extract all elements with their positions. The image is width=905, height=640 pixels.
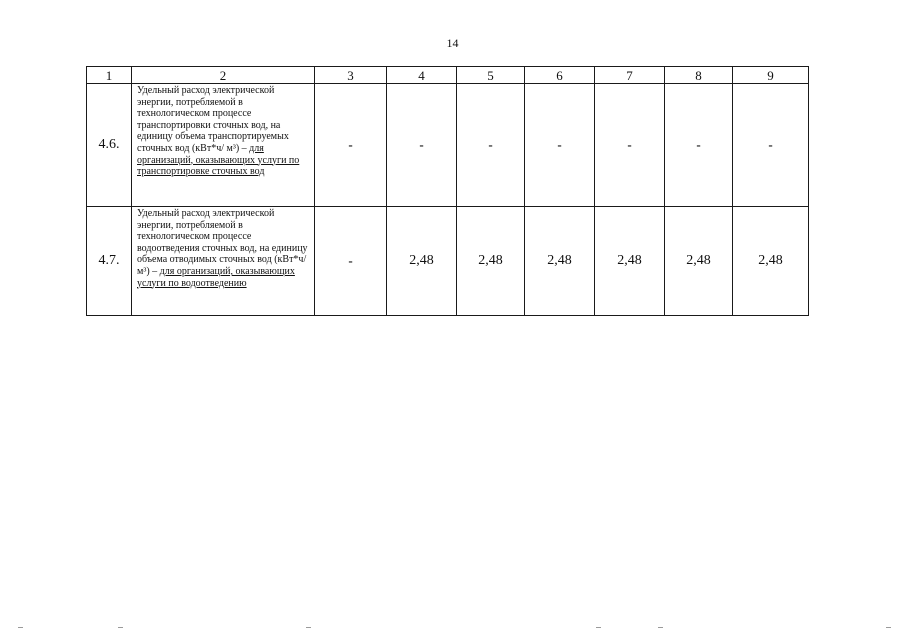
- value-cell: 2,48: [665, 207, 733, 316]
- value-cell: -: [665, 84, 733, 207]
- row-description-underlined: для организаций, оказывающих услуги по водоотведению: [137, 265, 295, 289]
- page-number: 14: [446, 36, 459, 50]
- table-row: [87, 84, 809, 207]
- header-cell: 1: [87, 67, 132, 84]
- row-description: [132, 207, 315, 316]
- value-cell: -: [457, 84, 525, 207]
- value-cell: -: [525, 84, 595, 207]
- scan-mark: [658, 627, 663, 628]
- indicators-table: [86, 66, 809, 316]
- header-cell: 6: [525, 67, 595, 84]
- value-cell: -: [315, 207, 387, 316]
- value-cell: 2,48: [387, 207, 457, 316]
- header-cell: 3: [315, 67, 387, 84]
- header-cell: 7: [595, 67, 665, 84]
- scan-mark: [886, 627, 891, 628]
- header-cell: 9: [733, 67, 809, 84]
- table-row: [87, 207, 809, 316]
- header-cell: 5: [457, 67, 525, 84]
- row-index: 4.7.: [87, 207, 132, 316]
- value-cell: 2,48: [733, 207, 809, 316]
- value-cell: 2,48: [525, 207, 595, 316]
- value-cell: -: [733, 84, 809, 207]
- header-cell: 2: [132, 67, 315, 84]
- header-cell: 8: [665, 67, 733, 84]
- row-description-text: Удельный расход электрической энергии, потребляемой в технологическом процессе транспортировки сточных вод, на единицу объема транспортируемых сточных вод (кВт*ч/ м³) –: [137, 85, 289, 154]
- scan-edge-marks: [0, 627, 905, 633]
- value-cell: 2,48: [457, 207, 525, 316]
- row-index: 4.6.: [87, 84, 132, 207]
- table-header-row: [87, 67, 809, 84]
- value-cell: 2,48: [595, 207, 665, 316]
- scan-mark: [118, 627, 123, 628]
- value-cell: -: [595, 84, 665, 207]
- scan-mark: [18, 627, 23, 628]
- value-cell: -: [315, 84, 387, 207]
- scan-mark: [596, 627, 601, 628]
- row-description-underlined: для организаций, оказывающих услуги по транспортировке сточных вод: [137, 142, 300, 178]
- row-description-text: Удельный расход электрической энергии, потребляемой в технологическом процессе водоотведения сточных вод, на единицу объема отводимых сточных вод (кВт*ч/ м³) –: [137, 208, 308, 277]
- scan-mark: [306, 627, 311, 628]
- header-cell: 4: [387, 67, 457, 84]
- value-cell: -: [387, 84, 457, 207]
- row-description: [132, 84, 315, 207]
